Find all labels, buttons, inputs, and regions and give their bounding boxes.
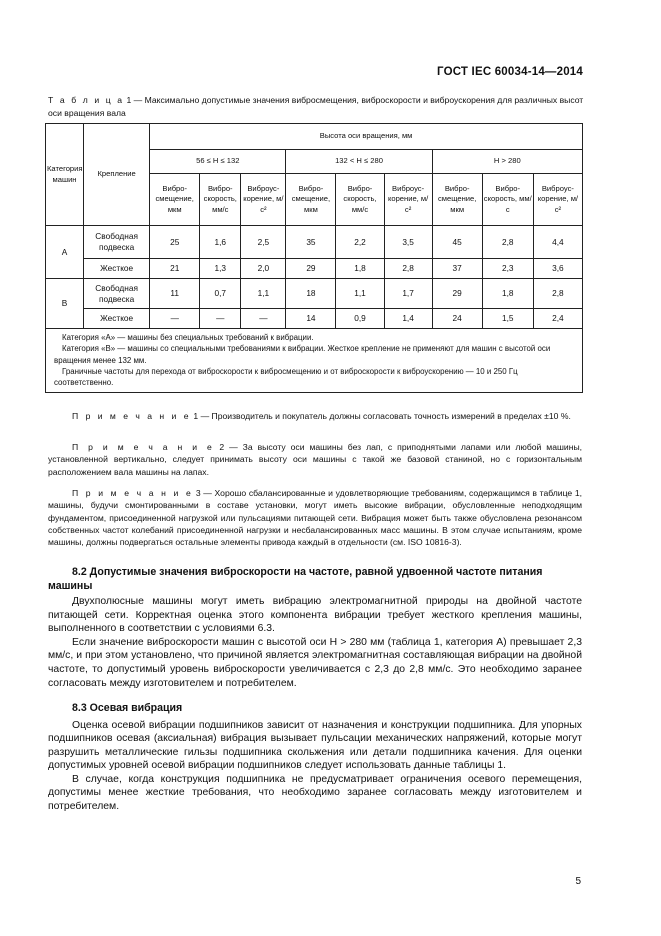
value-cell: 29 <box>432 279 482 309</box>
note-text: 1 — Производитель и покупатель должны согласовать точность измерений в пределах ±10 %. <box>193 411 571 421</box>
table-caption-label: Т а б л и ц а <box>48 95 125 105</box>
header-range-3: H > 280 <box>432 150 582 174</box>
subheader-velocity: Вибро-скорость, мм/с <box>200 174 241 226</box>
section-8-2 <box>48 566 582 690</box>
value-cell: 2,5 <box>241 226 286 259</box>
value-cell: 1,8 <box>482 279 533 309</box>
header-range-1: 56 ≤ H ≤ 132 <box>150 150 286 174</box>
note-text: 3 — Хорошо сбалансированные и удовлетворяющие требованиям, содержащимся в таблице 1, машины, будучи смонтированными в составе установки, могут иметь высокие вибрации, обусловленные неподходящим фундаментом, присоединенной нагрузкой или пульсациями питающей сети. Вибрация может быть также обусловлена резонансом собственных частот колебаний присоединенной нагрузки и несбалансированных масс машины. В этом случае испытаниям, кроме машины, должны подвергаться остальные элементы привода каждый в отдельности (см. ISO 10816-3). <box>48 488 583 548</box>
mounting-cell: Жесткое <box>84 309 150 329</box>
subheader-acceleration: Виброус-корение, м/с² <box>384 174 432 226</box>
table-caption-text: 1 — Максимально допустимые значения виброcмещения, виброскорости и виброускорения для различных высот оси вращения вала <box>48 95 584 118</box>
footnote-category-a: Категория «А» — машины без специальных требований к вибрации. <box>62 333 314 342</box>
subheader-displacement: Вибро-смещение, мкм <box>432 174 482 226</box>
category-cell: A <box>46 226 84 279</box>
subheader-velocity: Вибро-скорость, мм/с <box>482 174 533 226</box>
value-cell: 1,6 <box>200 226 241 259</box>
value-cell: 1,8 <box>336 259 384 279</box>
header-category: Категория машин <box>46 124 84 226</box>
value-cell: 3,5 <box>384 226 432 259</box>
value-cell: 35 <box>286 226 336 259</box>
section-8-2-paragraph-2: Если значение виброскорости машин с высотой оси H > 280 мм (таблица 1, категория А) превышает 2,3 мм/с, и при этом установлено, что причиной является электромагнитная составляющая вибрации на двойной частоте, то допустимый уровень виброскорости увеличивается с 2,3 до 2,8 мм/с. Это необходимо заранее согласовать между изготовителем и потребителем. <box>48 636 582 689</box>
value-cell: 1,1 <box>241 279 286 309</box>
section-8-3 <box>48 702 582 814</box>
mounting-cell: Свободная подвеска <box>84 226 150 259</box>
note-label: П р и м е ч а н и е <box>72 442 215 452</box>
table-footnotes <box>46 329 583 393</box>
mounting-cell: Свободная подвеска <box>84 279 150 309</box>
document-code: ГОСТ IEC 60034-14—2014 <box>437 66 583 78</box>
value-cell: 1,4 <box>384 309 432 329</box>
subheader-acceleration: Виброус-корение, м/с² <box>241 174 286 226</box>
footnote-frequencies: Граничные частоты для перехода от виброскорости к вибросмещению и от виброскорости к виброускорению — 10 и 250 Гц соответственно. <box>54 366 518 388</box>
note-2 <box>48 441 582 478</box>
value-cell: 2,4 <box>533 309 582 329</box>
value-cell: 11 <box>150 279 200 309</box>
note-label: П р и м е ч а н и е <box>72 411 192 421</box>
table-caption <box>48 94 584 119</box>
section-8-3-paragraph-2: В случае, когда конструкция подшипника не предусматривает ограничения осевого перемещения, допустимы менее жесткие требования, что необходимо заранее согласовать между изготовителем и потребителем. <box>48 773 582 813</box>
section-8-2-title: 8.2 Допустимые значения виброскорости на частоте, равной удвоенной частоте питания машины <box>48 566 543 592</box>
value-cell: 37 <box>432 259 482 279</box>
category-cell: B <box>46 279 84 329</box>
value-cell: 45 <box>432 226 482 259</box>
note-label: П р и м е ч а н и е <box>72 488 194 498</box>
subheader-displacement: Вибро-смещение, мкм <box>286 174 336 226</box>
subheader-displacement: Вибро-смещение, мкм <box>150 174 200 226</box>
value-cell: 2,8 <box>384 259 432 279</box>
value-cell: 2,2 <box>336 226 384 259</box>
value-cell: 1,3 <box>200 259 241 279</box>
value-cell: 4,4 <box>533 226 582 259</box>
mounting-cell: Жесткое <box>84 259 150 279</box>
subheader-velocity: Вибро-скорость, мм/с <box>336 174 384 226</box>
value-cell: — <box>150 309 200 329</box>
section-8-3-paragraph-1: Оценка осевой вибрации подшипников зависит от назначения и конструкции подшипника. Для упорных подшипников осевая (аксиальная) вибрация вызывает пульсации механических напряжений, которые могут разрушить металлические гильзы подшипника скольжения или детали подшипника качения. Для оценки допустимых уровней осевой вибрации подшипников следует использовать данные таблицы 1. <box>48 719 582 772</box>
note-1 <box>48 410 582 422</box>
value-cell: 2,8 <box>533 279 582 309</box>
section-8-2-paragraph-1: Двухполюсные машины могут иметь вибрацию электромагнитной природы на двойной частоте питающей сети. Корректная оценка этого компонента вибрации требует жесткого крепления машины, выполненного в соответствии с условиями 6.3. <box>48 596 582 635</box>
header-range-2: 132 < H ≤ 280 <box>286 150 432 174</box>
subheader-acceleration: Виброус-корение, м/с² <box>533 174 582 226</box>
value-cell: 0,7 <box>200 279 241 309</box>
value-cell: 2,8 <box>482 226 533 259</box>
vibration-limits-table <box>45 123 583 393</box>
footnote-category-b: Категория «В» — машины со специальными требованиями к вибрации. Жесткое крепление не применяют для машин с высотой оси вращения менее 132 мм. <box>54 344 551 365</box>
header-mounting: Крепление <box>84 124 150 226</box>
value-cell: 14 <box>286 309 336 329</box>
value-cell: 1,7 <box>384 279 432 309</box>
value-cell: 2,3 <box>482 259 533 279</box>
section-8-3-title: 8.3 Осевая вибрация <box>72 702 183 714</box>
value-cell: 18 <box>286 279 336 309</box>
value-cell: 1,5 <box>482 309 533 329</box>
value-cell: — <box>200 309 241 329</box>
note-3 <box>48 487 582 548</box>
value-cell: 25 <box>150 226 200 259</box>
value-cell: 21 <box>150 259 200 279</box>
value-cell: 3,6 <box>533 259 582 279</box>
value-cell: 2,0 <box>241 259 286 279</box>
value-cell: 29 <box>286 259 336 279</box>
value-cell: — <box>241 309 286 329</box>
page-number: 5 <box>575 876 581 887</box>
note-text: 2 — За высоту оси машины без лап, с приподнятыми лапами или любой машины, установленной вертикально, следует принимать высоту оси машины с такой же базовой станиной, но с горизонтальным расположением вала машины на лапах. <box>48 442 583 477</box>
value-cell: 1,1 <box>336 279 384 309</box>
value-cell: 0,9 <box>336 309 384 329</box>
value-cell: 24 <box>432 309 482 329</box>
header-height: Высота оси вращения, мм <box>150 124 583 150</box>
